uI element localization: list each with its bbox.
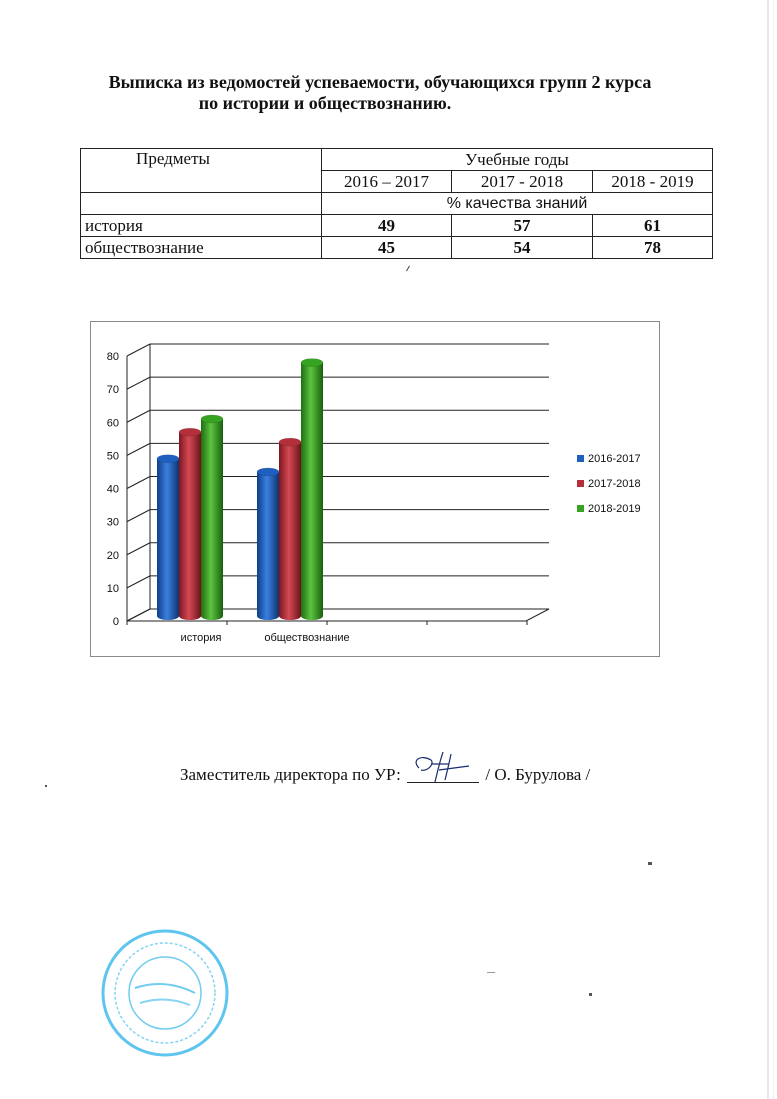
subject-name: история xyxy=(81,215,322,237)
y-tick-label: 30 xyxy=(106,516,119,529)
year-col-3: 2018 - 2019 xyxy=(593,171,713,193)
bar xyxy=(279,442,301,620)
y-tick-label: 60 xyxy=(106,417,119,430)
signature-label: Заместитель директора по УР: xyxy=(180,765,401,784)
signer-name: / О. Бурулова / xyxy=(485,765,591,784)
speck xyxy=(45,785,47,787)
year-col-2: 2017 - 2018 xyxy=(452,171,593,193)
gridline xyxy=(127,576,150,588)
bar xyxy=(301,363,323,620)
table-value: 78 xyxy=(593,237,713,259)
legend-swatch xyxy=(577,480,584,487)
bar-top xyxy=(301,359,323,367)
speck xyxy=(589,993,592,996)
y-tick-label: 20 xyxy=(106,549,119,562)
x-tick-label: история xyxy=(180,632,222,644)
year-col-1: 2016 – 2017 xyxy=(322,171,452,193)
gridline xyxy=(127,410,150,422)
y-tick-label: 0 xyxy=(112,616,119,628)
bar-top xyxy=(157,455,179,463)
table-row xyxy=(81,215,713,237)
title-line-2: по истории и обществознанию. xyxy=(198,93,452,113)
bar xyxy=(179,432,201,620)
table-value: 54 xyxy=(452,237,593,259)
gridline xyxy=(127,377,150,389)
y-tick-label: 70 xyxy=(106,384,119,397)
title-line-1: Выписка из ведомостей успеваемости, обучающихся групп 2 курса xyxy=(108,72,652,92)
header-years: Учебные годы xyxy=(322,149,713,171)
subject-name: обществознание xyxy=(81,237,322,259)
signature-field xyxy=(407,764,479,783)
bar-top xyxy=(279,438,301,446)
table-value: 57 xyxy=(452,215,593,237)
table-value: 49 xyxy=(322,215,452,237)
chart-frame xyxy=(90,321,660,657)
legend-label: 2016-2017 xyxy=(588,453,641,465)
bar xyxy=(201,419,223,620)
speck xyxy=(648,862,652,865)
bar-top xyxy=(257,468,279,476)
bar xyxy=(257,472,279,620)
stray-mark xyxy=(406,266,410,272)
y-tick-label: 10 xyxy=(106,582,119,595)
grades-table xyxy=(80,148,713,259)
gridline xyxy=(127,344,150,356)
signature-scribble xyxy=(409,750,479,784)
empty-cell xyxy=(81,193,322,215)
x-tick-label: обществознание xyxy=(264,632,350,644)
page-edge xyxy=(773,0,774,1099)
document-title xyxy=(60,72,700,114)
speck xyxy=(487,972,495,973)
table-value: 45 xyxy=(322,237,452,259)
gridline xyxy=(127,510,150,522)
legend-swatch xyxy=(577,455,584,462)
y-tick-label: 50 xyxy=(106,450,119,463)
bar-chart xyxy=(91,322,661,658)
table-row xyxy=(81,237,713,259)
bar xyxy=(157,459,179,620)
page-edge xyxy=(767,0,769,1099)
gridline xyxy=(127,543,150,555)
bar-top xyxy=(201,415,223,423)
gridline xyxy=(127,443,150,455)
legend-swatch xyxy=(577,505,584,512)
signature-block xyxy=(180,764,740,785)
y-tick-label: 40 xyxy=(106,483,119,496)
bar-top xyxy=(179,428,201,436)
metric-label: % качества знаний xyxy=(322,193,713,215)
official-stamp xyxy=(95,928,245,1078)
gridline xyxy=(127,477,150,489)
legend-label: 2017-2018 xyxy=(588,478,641,490)
table-value: 61 xyxy=(593,215,713,237)
header-subjects: Предметы xyxy=(81,149,322,193)
legend-label: 2018-2019 xyxy=(588,503,641,515)
y-tick-label: 80 xyxy=(106,351,119,363)
